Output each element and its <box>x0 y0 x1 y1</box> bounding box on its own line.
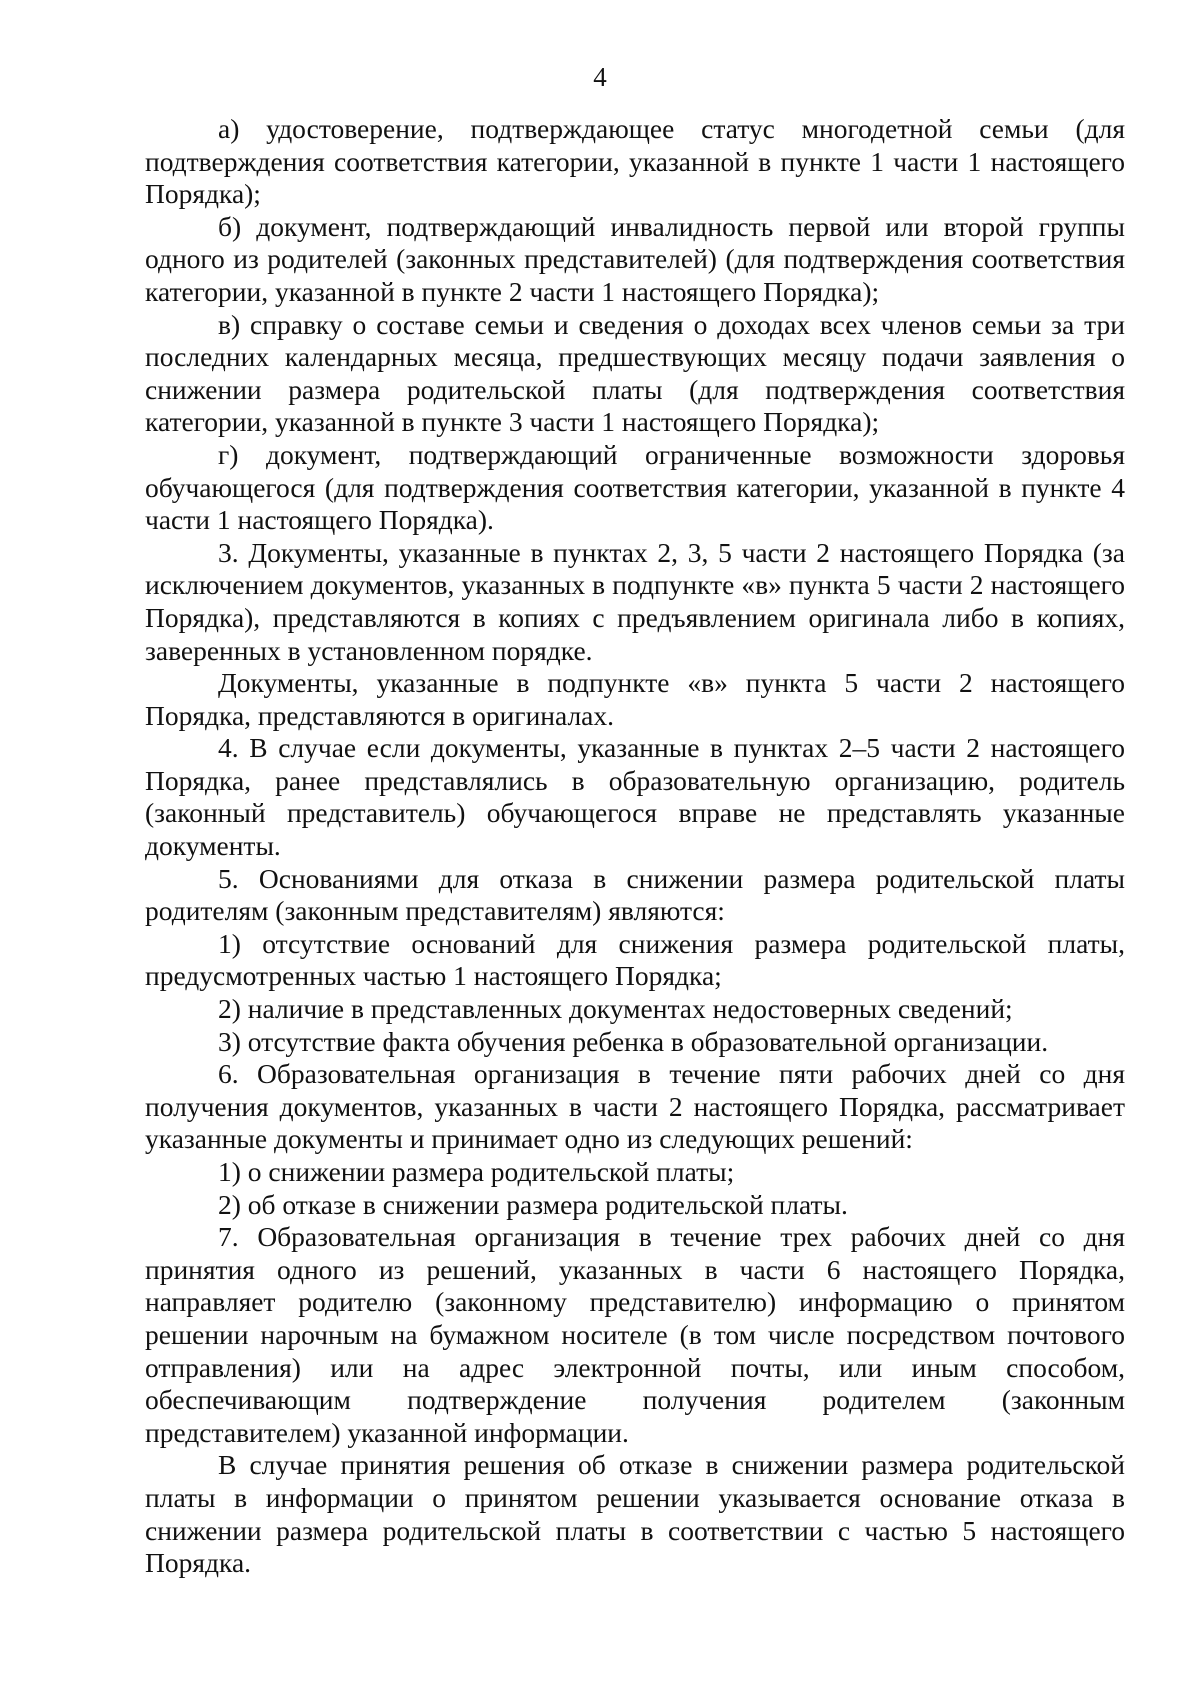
paragraph-3: 3. Документы, указанные в пунктах 2, 3, 5 части 2 настоящего Порядка (за исключением документов, указанных в подпункте «в» пункта 5 части 2 настоящего Порядка), представляются в копиях с предъявлением оригинала либо в копиях, заверенных в установленном порядке. <box>145 536 1125 666</box>
paragraph-3-continued: Документы, указанные в подпункте «в» пункта 5 части 2 настоящего Порядка, представляются в оригиналах. <box>145 667 1125 731</box>
page-number: 4 <box>593 62 607 92</box>
document-body <box>145 113 1125 1580</box>
paragraph-sub-b: б) документ, подтверждающий инвалидность первой или второй группы одного из родителей (законных представителей) (для подтверждения соответствия категории, указанной в пункте 2 части 1 настоящего Порядка); <box>145 210 1125 307</box>
paragraph-4: 4. В случае если документы, указанные в пунктах 2–5 части 2 настоящего Порядка, ранее представлялись в образовательную организацию, родитель (законный представитель) обучающегося вправе не представлять указанные документы. <box>145 732 1125 862</box>
paragraph-sub-a: а) удостоверение, подтверждающее статус многодетной семьи (для подтверждения соответствия категории, указанной в пункте 1 части 1 настоящего Порядка); <box>145 113 1125 210</box>
paragraph-5: 5. Основаниями для отказа в снижении размера родительской платы родителям (законным представителям) являются: <box>145 862 1125 927</box>
paragraph-sub-v: в) справку о составе семьи и сведения о доходах всех членов семьи за три последних календарных месяца, предшествующих месяцу подачи заявления о снижении размера родительской платы (для подтверждения соответствия категории, указанной в пункте 3 части 1 настоящего Порядка); <box>145 308 1125 438</box>
paragraph-5-item-2: 2) наличие в представленных документах недостоверных сведений; <box>218 993 1013 1025</box>
paragraph-6-item-1: 1) о снижении размера родительской платы; <box>218 1156 735 1187</box>
paragraph-5-item-1: 1) отсутствие оснований для снижения размера родительской платы, предусмотренных частью 1 настоящего Порядка; <box>145 927 1125 992</box>
paragraph-sub-g: г) документ, подтверждающий ограниченные возможности здоровья обучающегося (для подтверждения соответствия категории, указанной в пункте 4 части 1 настоящего Порядка). <box>145 438 1125 536</box>
paragraph-6-item-2: 2) об отказе в снижении размера родительской платы. <box>218 1188 848 1220</box>
paragraph-6: 6. Образовательная организация в течение пяти рабочих дней со дня получения документов, указанных в части 2 настоящего Порядка, рассматривает указанные документы и принимает одно из следующих решений: <box>145 1058 1125 1155</box>
paragraph-7-continued: В случае принятия решения об отказе в снижении размера родительской платы в информации о принятом решении указывается основание отказа в снижении размера родительской платы в соответствии с частью 5 настоящего Порядка. <box>145 1449 1125 1579</box>
paragraph-7: 7. Образовательная организация в течение трех рабочих дней со дня принятия одного из решений, указанных в части 6 настоящего Порядка, направляет родителю (законному представителю) информацию о принятом решении нарочным на бумажном носителе (в том числе посредством почтового отправления) или на адрес электронной почты, или иным способом, обеспечивающим подтверждение получения родителем (законным представителем) указанной информации. <box>145 1221 1125 1448</box>
paragraph-5-item-3: 3) отсутствие факта обучения ребенка в образовательной организации. <box>218 1025 1049 1057</box>
